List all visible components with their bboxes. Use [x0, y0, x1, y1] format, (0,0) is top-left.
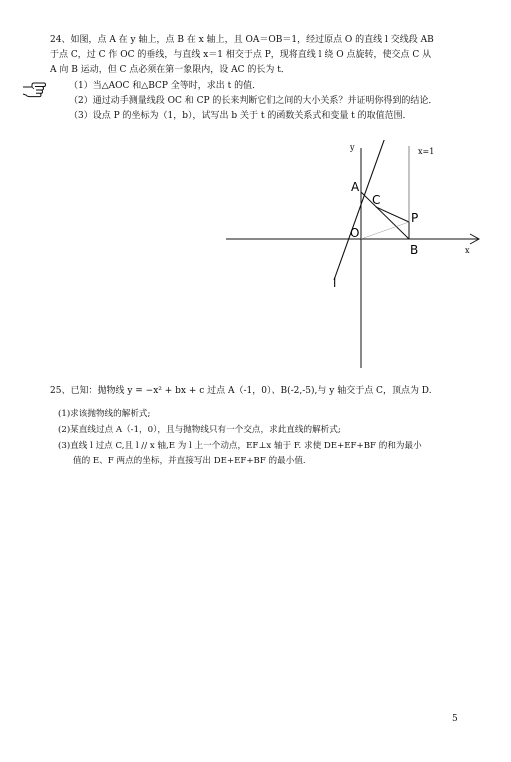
label-p: P [411, 211, 419, 225]
segment-cp [376, 207, 409, 222]
q24-part-1: （1）当△AOC 和△BCP 全等时，求出 t 的值． [69, 81, 262, 91]
label-c: C [372, 193, 381, 207]
segment-ab [361, 192, 409, 239]
q24-part-2: （2）通过动手测量线段 OC 和 CP 的长来判断它们之间的大小关系？并证明你得到的结论． [69, 96, 438, 106]
label-a: A [351, 180, 360, 194]
q24-part-3: （3）设点 P 的坐标为（1，b），试写出 b 关于 t 的函数关系式和变量 t 的取值范围． [69, 111, 412, 121]
label-b: B [410, 243, 419, 257]
q25-part-3b: 值的 E、F 两点的坐标，并直接写出 DE+EF+BF 的最小值. [73, 456, 306, 466]
pointing-hand-icon [22, 81, 46, 99]
label-l: l [333, 276, 337, 290]
q25-part-3a: (3)直线 l 过点 C,且 l // x 轴,E 为 l 上一个动点，EF⊥x 轴于 F. 求使 DE+EF+BF 的和为最小 [58, 441, 422, 451]
label-x-equals-1: x=1 [418, 147, 435, 156]
label-o: O [350, 226, 360, 240]
page-number: 5 [452, 714, 458, 724]
q25-part-1: (1)求该抛物线的解析式; [58, 409, 151, 419]
label-y: y [350, 143, 355, 152]
segment-op [361, 222, 409, 239]
q24-line-2: 于点 C，过 C 作 OC 的垂线，与直线 x＝1 相交于点 P，现将直线 l 绕 O 点旋转，使交点 C 从 [50, 50, 432, 60]
geometry-diagram [220, 140, 490, 370]
q24-line-1: 24、如图，点 A 在 y 轴上，点 B 在 x 轴上，且 OA＝OB＝1，经过原点 O 的直线 l 交线段 AB [50, 35, 434, 45]
label-x: x [465, 246, 470, 255]
q25-line-1: 25、已知：抛物线 y = −x² + bx + c 过点 A（-1，0）、B(-2,-5),与 y 轴交于点 C，顶点为 D. [50, 386, 432, 396]
q24-line-3: A 向 B 运动，但 C 点必须在第一象限内，设 AC 的长为 t． [50, 65, 290, 75]
q25-part-2: (2)某直线过点 A（-1，0），且与抛物线只有一个交点，求此直线的解析式; [58, 425, 341, 435]
